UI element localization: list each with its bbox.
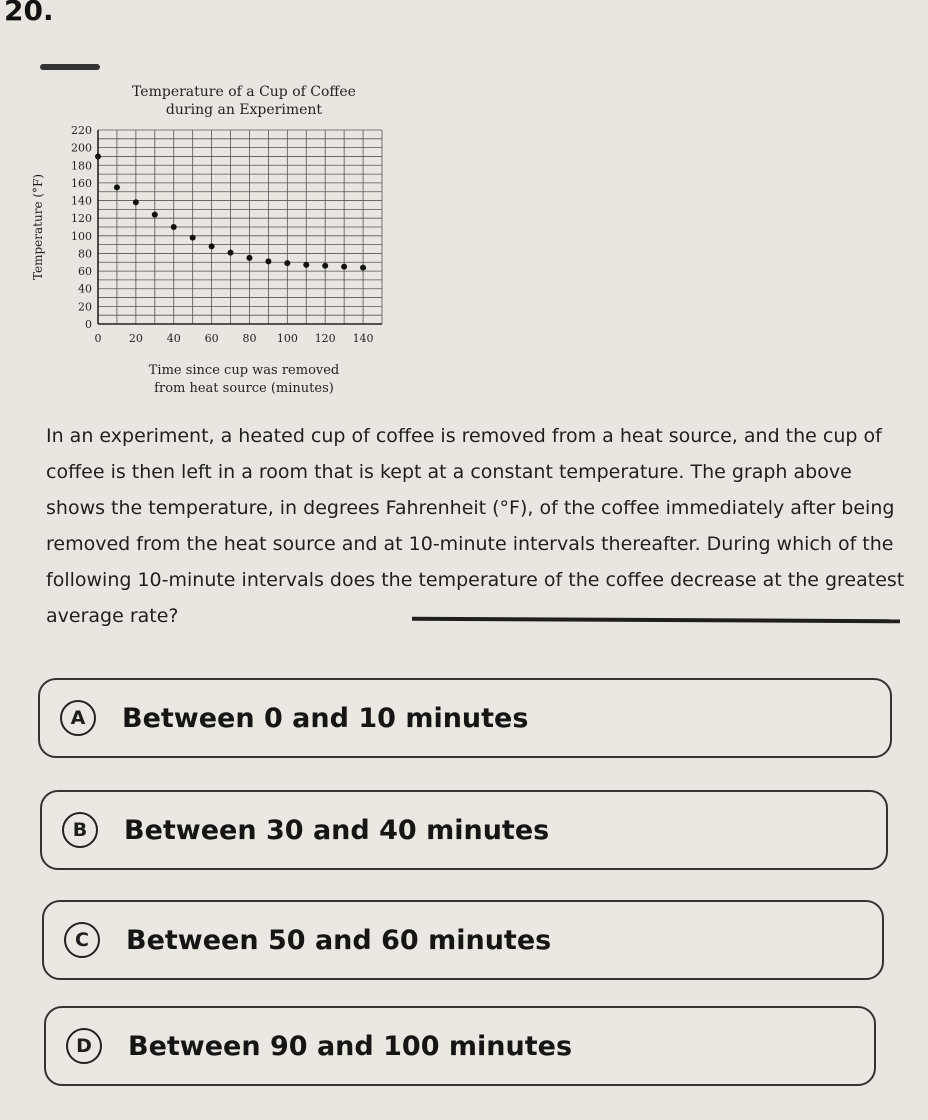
- choice-letter-a: A: [60, 700, 96, 736]
- data-point: [209, 243, 215, 249]
- data-point: [322, 263, 328, 269]
- y-tick-label: 60: [78, 265, 92, 279]
- choice-letter-b: B: [62, 812, 98, 848]
- chart-grid: [98, 130, 382, 324]
- x-tick-label: 120: [314, 332, 336, 345]
- data-point: [133, 199, 139, 205]
- data-point: [171, 224, 177, 230]
- data-point: [303, 262, 309, 268]
- x-tick-label: 140: [352, 332, 374, 345]
- choice-letter-d: D: [66, 1028, 102, 1064]
- chart-title-line1: Temperature of a Cup of Coffee: [132, 84, 356, 100]
- x-tick-label: 20: [128, 332, 143, 345]
- x-axis-label-line1: Time since cup was removed: [148, 363, 340, 378]
- question-number: 20.: [4, 0, 54, 27]
- x-tick-label: 100: [276, 332, 298, 345]
- y-tick-label: 80: [78, 247, 92, 261]
- data-point: [284, 260, 290, 266]
- data-point: [341, 264, 347, 270]
- choice-text-b: Between 30 and 40 minutes: [124, 814, 550, 846]
- y-tick-labels: [71, 124, 92, 331]
- y-tick-label: 160: [71, 176, 92, 190]
- choice-a[interactable]: [38, 678, 892, 758]
- y-tick-label: 0: [85, 318, 92, 331]
- choice-text-c: Between 50 and 60 minutes: [126, 924, 552, 956]
- data-point: [190, 235, 196, 241]
- y-tick-label: 200: [71, 141, 92, 155]
- x-tick-label: 80: [242, 332, 257, 345]
- choice-letter-c: C: [64, 922, 100, 958]
- data-point: [95, 153, 101, 159]
- y-tick-label: 220: [71, 124, 92, 137]
- choice-c[interactable]: [42, 900, 884, 980]
- y-tick-label: 180: [71, 159, 92, 173]
- chart-svg: [20, 72, 440, 412]
- y-tick-label: 120: [71, 212, 92, 226]
- y-tick-label: 20: [78, 300, 92, 314]
- chart-title-line2: during an Experiment: [165, 102, 323, 118]
- x-tick-label: 40: [166, 332, 181, 345]
- data-point: [265, 258, 271, 264]
- choice-b[interactable]: [40, 790, 888, 870]
- x-tick-label: 0: [94, 332, 102, 345]
- y-tick-label: 140: [71, 194, 92, 208]
- data-point: [360, 265, 366, 271]
- x-tick-label: 60: [204, 332, 219, 345]
- choice-text-d: Between 90 and 100 minutes: [128, 1030, 573, 1062]
- y-tick-label: 40: [78, 282, 92, 296]
- data-point: [152, 212, 158, 218]
- divider-bar: [40, 64, 100, 70]
- chart: [20, 72, 440, 412]
- data-point: [228, 250, 234, 256]
- x-tick-labels: [95, 332, 374, 345]
- data-point: [246, 255, 252, 261]
- choice-d[interactable]: [44, 1006, 876, 1086]
- y-tick-label: 100: [71, 229, 92, 243]
- question-prompt: In an experiment, a heated cup of coffee is removed from a heat source, and the cup of coffee is then left in a room that is kept at a constant temperature. The graph above shows the temperature, in degrees Fahrenheit (°F), of the coffee immediately after being removed from the heat source and at 10-minute intervals thereafter. During which of the following 10-minute intervals does the temperature of the coffee decrease at the greatest average rate?: [46, 425, 905, 627]
- y-axis-label: Temperature (°F): [31, 173, 45, 281]
- choice-text-a: Between 0 and 10 minutes: [122, 702, 529, 734]
- data-point: [114, 184, 120, 190]
- x-axis-label-line2: from heat source (minutes): [154, 381, 334, 396]
